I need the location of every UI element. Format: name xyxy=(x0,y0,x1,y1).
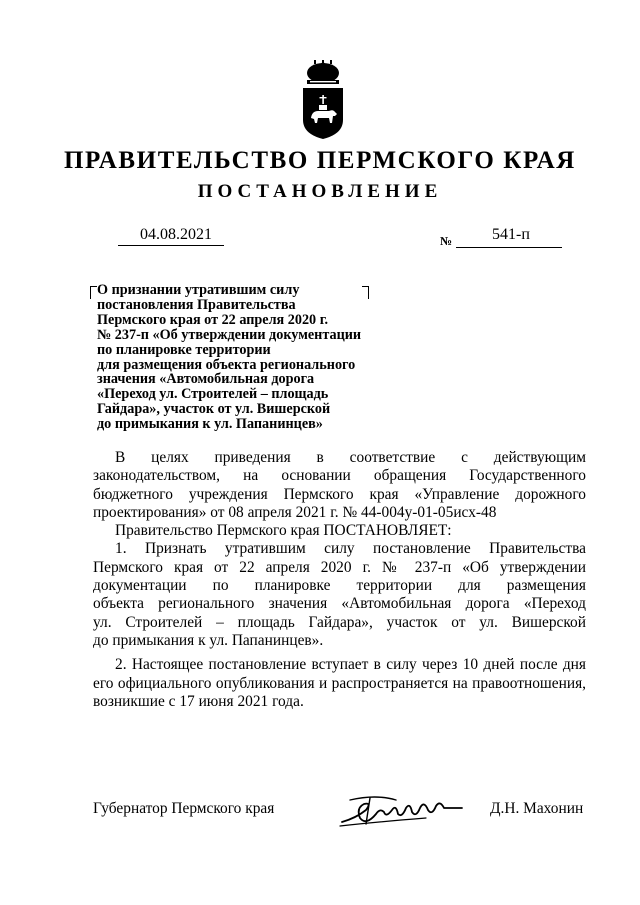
document-body xyxy=(93,449,586,711)
government-title: ПРАВИТЕЛЬСТВО ПЕРМСКОГО КРАЯ xyxy=(64,147,576,174)
number-sign: № xyxy=(440,234,453,248)
preamble-line: законодательством, на основании обращения Государственного xyxy=(93,467,586,485)
preamble-paragraph xyxy=(93,449,586,522)
document-type: ПОСТАНОВЛЕНИЕ xyxy=(197,181,443,202)
item-2-line: возникшие с 17 июня 2021 года. xyxy=(93,692,304,710)
subject-line: значения «Автомобильная дорога xyxy=(97,371,315,388)
item-1-line: ул. Строителей – площадь Гайдара», участок от ул. Вишерской xyxy=(93,613,586,631)
number-underline xyxy=(456,247,562,248)
subject-line: Пермского края от 22 апреля 2020 г. xyxy=(97,311,329,328)
subject-line: для размещения объекта регионального xyxy=(97,356,356,373)
item-1-line: до примыкания к ул. Папанинцев». xyxy=(93,631,324,649)
subject-line: по планировке территории xyxy=(97,341,271,358)
item-1-line: Пермского края от 22 апреля 2020 г. № 237-п «Об утверждении xyxy=(93,558,586,576)
preamble-line: В целях приведения в соответствие с действующим xyxy=(115,449,586,466)
subject-line: Гайдара», участок от ул. Вишерской xyxy=(97,401,331,418)
coat-of-arms-icon xyxy=(298,60,348,140)
preamble-line: проектирования» от 08 апреля 2021 г. № 44-004у-01-05исх-48 xyxy=(93,503,497,521)
document-date: 04.08.2021 xyxy=(140,226,212,243)
subject-line: постановления Правительства xyxy=(97,296,296,313)
document-number: 541-п xyxy=(492,226,530,243)
item-1-line: 1. Признать утратившим силу постановление Правительства xyxy=(115,540,586,558)
item-1-line: объекта регионального значения «Автомобильная дорога «Переход xyxy=(93,595,586,613)
resolves-line: Правительство Пермского края ПОСТАНОВЛЯЕТ: xyxy=(115,522,452,540)
subject-bracket-left xyxy=(90,286,97,299)
signatory-title: Губернатор Пермского края xyxy=(93,800,275,817)
item-1-paragraph xyxy=(93,540,586,650)
document-subject xyxy=(97,283,417,432)
subject-line: О признании утратившим силу xyxy=(97,282,300,298)
signatory-name: Д.Н. Махонин xyxy=(490,800,584,817)
item-2-line: 2. Настоящее постановление вступает в силу через 10 дней после дня xyxy=(115,656,586,674)
handwritten-signature xyxy=(336,788,466,830)
subject-line: № 237-п «Об утверждении документации xyxy=(97,326,362,343)
subject-line: «Переход ул. Строителей – площадь xyxy=(97,386,329,403)
item-1-line: документации по планировке территории для размещения xyxy=(93,577,586,595)
item-2-paragraph xyxy=(93,656,586,711)
date-underline xyxy=(118,245,224,246)
subject-line: до примыкания к ул. Папанинцев» xyxy=(97,416,323,433)
item-2-line: его официального опубликования и распространяется на правоотношения, xyxy=(93,674,586,692)
preamble-line: бюджетного учреждения Пермского края «Управление дорожного xyxy=(93,485,586,503)
